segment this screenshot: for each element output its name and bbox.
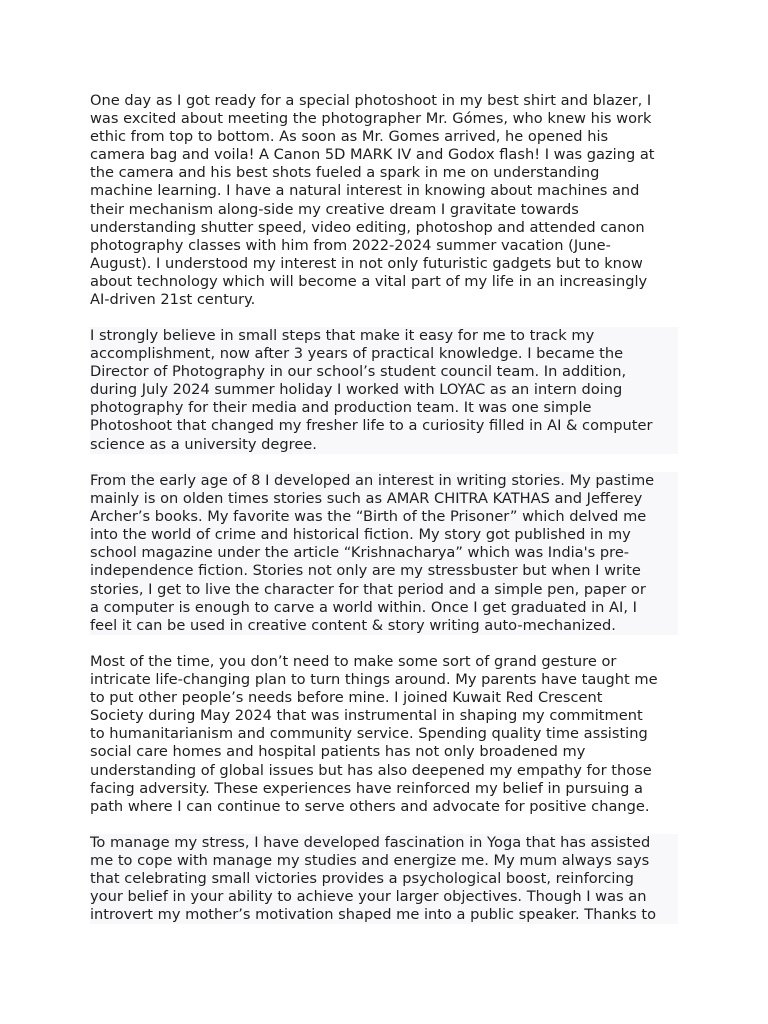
paragraph-writing-stories: From the early age of 8 I developed an interest in writing stories. My pastime mainly is on olden times stories such as AMAR CHITRA KATHAS and Jefferey Archer’s books. My favorite was the “Birth of the Prisoner” which delved me into the world of crime and historical fiction. My story got published in my school magazine under the article “Krishnacharya” which was India's pre- independence fiction. Stories not only are my stressbuster but when I write stories, I get to live the character for that period and a simple pen, paper or a computer is enough to carve a world within. Once I get graduated in AI, I feel it can be used in creative content & story writing auto-mechanized. <box>90 472 678 635</box>
paragraph-yoga: To manage my stress, I have developed fascination in Yoga that has assisted me to cope with manage my studies and energize me. My mum always says that celebrating small victories provides a psychological boost, reinforcing your belief in your ability to achieve your larger objectives. Though I was an introvert my mother’s motivation shaped me into a public speaker. Thanks to <box>90 834 678 924</box>
paragraph-photography: One day as I got ready for a special photoshoot in my best shirt and blazer, I was excited about meeting the photographer Mr. Gómes, who knew his work ethic from top to bottom. As soon as Mr. Gomes arrived, he opened his camera bag and voila! A Canon 5D MARK IV and Godox flash! I was gazing at the camera and his best shots fueled a spark in me on understanding machine learning. I have a natural interest in knowing about machines and their mechanism along-side my creative dream I gravitate towards understanding shutter speed, video editing, photoshop and attended canon photography classes with him from 2022-2024 summer vacation (June- August). I understood my interest in not only futuristic gadgets but to know about technology which will become a vital part of my life in an increasingly AI-driven 21st century. <box>90 92 655 309</box>
paragraph-community-service: Most of the time, you don’t need to make some sort of grand gesture or intricate life-changing plan to turn things around. My parents have taught me to put other people’s needs before mine. I joined Kuwait Red Crescent Society during May 2024 that was instrumental in shaping my commitment to humanitarianism and community service. Spending quality time assisting social care homes and hospital patients has not only broadened my understanding of global issues but has also deepened my empathy for those facing adversity. These experiences have reinforced my belief in pursuing a path where I can continue to serve others and advocate for positive change. <box>90 653 658 815</box>
paragraph-small-steps: I strongly believe in small steps that make it easy for me to track my accomplishment, now after 3 years of practical knowledge. I became the Director of Photography in our school’s student council team. In addition, during July 2024 summer holiday I worked with LOYAC as an intern doing photography for their media and production team. It was one simple Photoshoot that changed my fresher life to a curiosity filled in AI & computer science as a university degree. <box>90 327 678 454</box>
